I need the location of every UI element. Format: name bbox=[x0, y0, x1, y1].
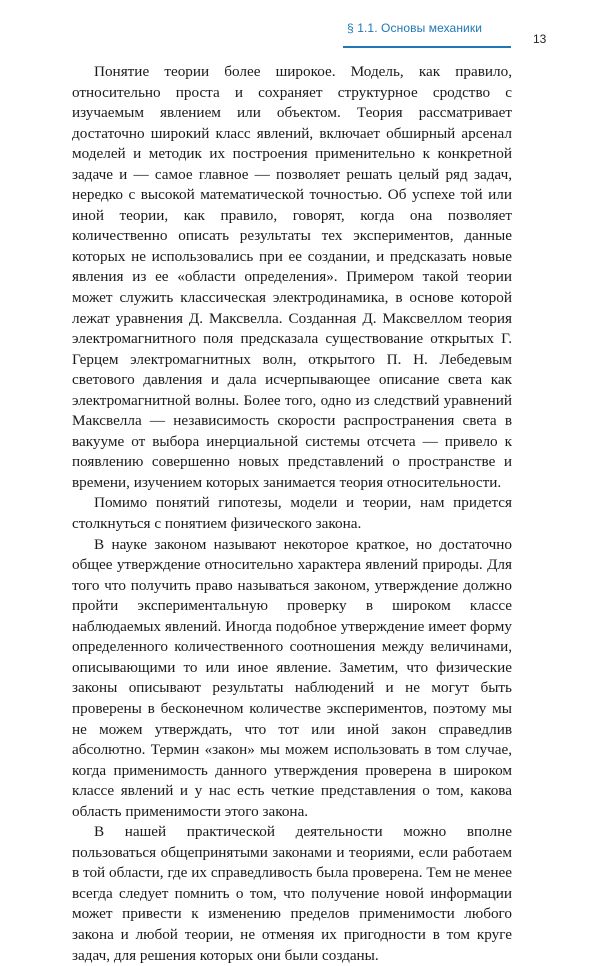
paragraph: Помимо понятий гипотезы, модели и теории, нам придется столкнуться с понятием физического закона. bbox=[72, 494, 512, 533]
section-title: § 1.1. Основы механики bbox=[347, 21, 483, 35]
paragraph: В нашей практической деятельности можно вполне пользоваться общепринятыми законами и теориями, если работаем в той области, где их справедливость была проверена. Тем не менее всегда следует помнить о том, что получение новой информации может привести к изменению пределов применимости любого закона и любой теории, не отменяя их пригодности в том круге задач, для решения которых они были созданы. bbox=[72, 823, 512, 964]
running-head bbox=[0, 0, 600, 50]
paragraph: В науке законом называют некоторое краткое, но достаточно общее утверждение относительно характера явлений природы. Для того что получить право называться законом, утверждение должно пройти экспериментальную проверку в широком классе наблюдаемых явлений. Иногда подобное утверждение имеет форму определенного количественного соотношения между величинами, описывающими то или иное явление. Заметим, что физические законы описывают результаты наблюдений и не могут быть проверены в бесконечном количестве экспериментов, поэтому мы не можем утверждать, что тот или иной закон справедлив абсолютно. Термин «закон» мы можем использовать в том случае, когда применимость данного утверждения проверена в широком классе явлений и у нас есть четкие представления о том, какова область применимости этого закона. bbox=[72, 535, 512, 820]
page-number: 13 bbox=[533, 32, 547, 46]
paragraph: Понятие теории более широкое. Модель, как правило, относительно проста и сохраняет структурное сродство с изучаемым явлением или объектом. Теория рассматривает достаточно широкий класс явлений, включает обширный арсенал моделей и методик их построения применительно к конкретной задаче и — самое главное — позволяет решать целый ряд задач, нередко с высокой математической точностью. Об успехе той или иной теории, как правило, говорят, когда она позволяет количественно описать результаты тех экспериментов, данные которых не использовались при ее создании, и предсказать новые явления из ее «области определения». Примером такой теории может служить классическая электродинамика, в основе которой лежат уравнения Д. Максвелла. Созданная Д. Максвеллом теория электромагнитного поля предсказала существование открытых Г. Герцем электромагнитных волн, открытого П. Н. Лебедевым светового давления и дала исчерпывающее описание света как электромагнитной волны. Более того, одно из следствий уравнений Максвелла — независимость скорости распространения света в вакууме от выбора инерциальной системы отсчета — привело к появлению совершенно новых представлений о пространстве и времени, изучением которых занимается теория относительности. bbox=[72, 63, 512, 491]
header-rule bbox=[343, 46, 511, 48]
body-text bbox=[72, 62, 512, 966]
